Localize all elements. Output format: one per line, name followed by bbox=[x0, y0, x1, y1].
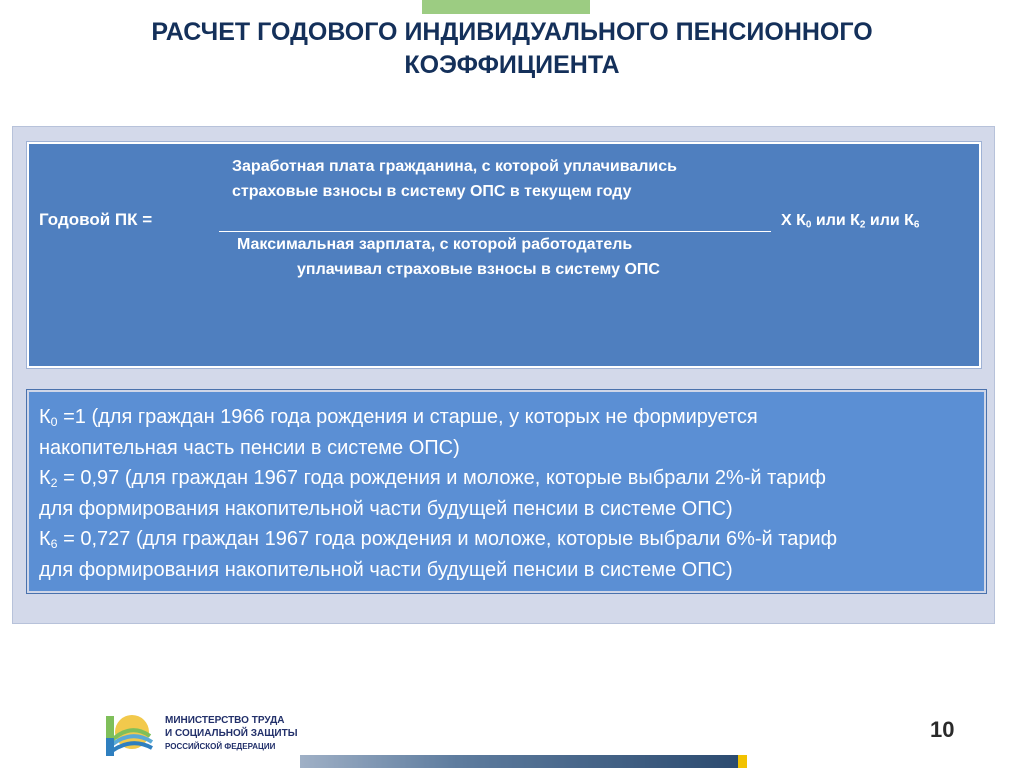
mult-or-2: или К bbox=[865, 212, 914, 229]
formula-box bbox=[27, 142, 981, 368]
denominator-line-2: уплачивал страховые взносы в систему ОПС bbox=[297, 261, 660, 278]
formula-lhs: Годовой ПК = bbox=[39, 210, 153, 229]
fraction-bar bbox=[219, 231, 771, 232]
note-k6-symbol: К bbox=[39, 528, 51, 550]
note-k2 bbox=[39, 463, 974, 524]
note-k2-sub: 2 bbox=[50, 476, 58, 491]
mult-sub-2: 2 bbox=[859, 219, 866, 231]
note-k2-text-line2: для формирования накопительной части будущей пенсии в системе ОПС) bbox=[39, 497, 733, 520]
note-k6-sub: 6 bbox=[50, 537, 58, 552]
note-k0-symbol: К bbox=[39, 406, 51, 428]
footer-accent bbox=[738, 755, 747, 768]
ministry-line-2: И СОЦИАЛЬНОЙ ЗАЩИТЫ bbox=[165, 728, 298, 739]
footer-bar bbox=[300, 755, 738, 768]
denominator-line-1: Максимальная зарплата, с которой работодатель bbox=[237, 236, 633, 253]
ministry-line-1: МИНИСТЕРСТВО ТРУДА bbox=[165, 715, 285, 726]
top-accent-bar bbox=[422, 0, 590, 14]
note-k6 bbox=[39, 524, 974, 585]
page-number: 10 bbox=[930, 717, 955, 742]
numerator-line-2: страховые взносы в систему ОПС в текущем году bbox=[232, 183, 632, 200]
note-k6-text: = 0,727 (для граждан 1967 года рождения и моложе, которые выбрали 6%-й тариф bbox=[57, 528, 838, 550]
mult-sub-6: 6 bbox=[913, 219, 920, 231]
formula-multiplier bbox=[781, 212, 919, 230]
note-k2-text: = 0,97 (для граждан 1967 года рождения и моложе, которые выбрали 2%-й тариф bbox=[57, 467, 826, 489]
note-k2-symbol: К bbox=[39, 467, 51, 489]
coefficients-notes bbox=[27, 390, 986, 593]
numerator-line-1: Заработная плата гражданина, с которой уплачивались bbox=[232, 158, 677, 175]
ministry-line-3: РОССИЙСКОЙ ФЕДЕРАЦИИ bbox=[165, 742, 276, 751]
note-k0-text-line2: накопительная часть пенсии в системе ОПС) bbox=[39, 436, 460, 459]
mult-sub-0: 0 bbox=[805, 219, 812, 231]
mult-or-1: или К bbox=[811, 212, 860, 229]
title-line-2: КОЭФФИЦИЕНТА bbox=[404, 51, 620, 79]
note-k6-text-line2: для формирования накопительной части будущей пенсии в системе ОПС) bbox=[39, 558, 733, 581]
title-line-1: РАСЧЕТ ГОДОВОГО ИНДИВИДУАЛЬНОГО ПЕНСИОННОГО bbox=[151, 18, 873, 46]
slide-title bbox=[40, 16, 984, 82]
mult-prefix: Х К bbox=[781, 212, 806, 229]
ministry-sun-logo-icon bbox=[104, 708, 156, 760]
note-k0 bbox=[39, 402, 974, 463]
note-k0-text: =1 (для граждан 1966 года рождения и старше, у которых не формируется bbox=[57, 406, 758, 428]
note-k0-sub: 0 bbox=[50, 415, 58, 430]
ministry-name bbox=[165, 714, 298, 753]
